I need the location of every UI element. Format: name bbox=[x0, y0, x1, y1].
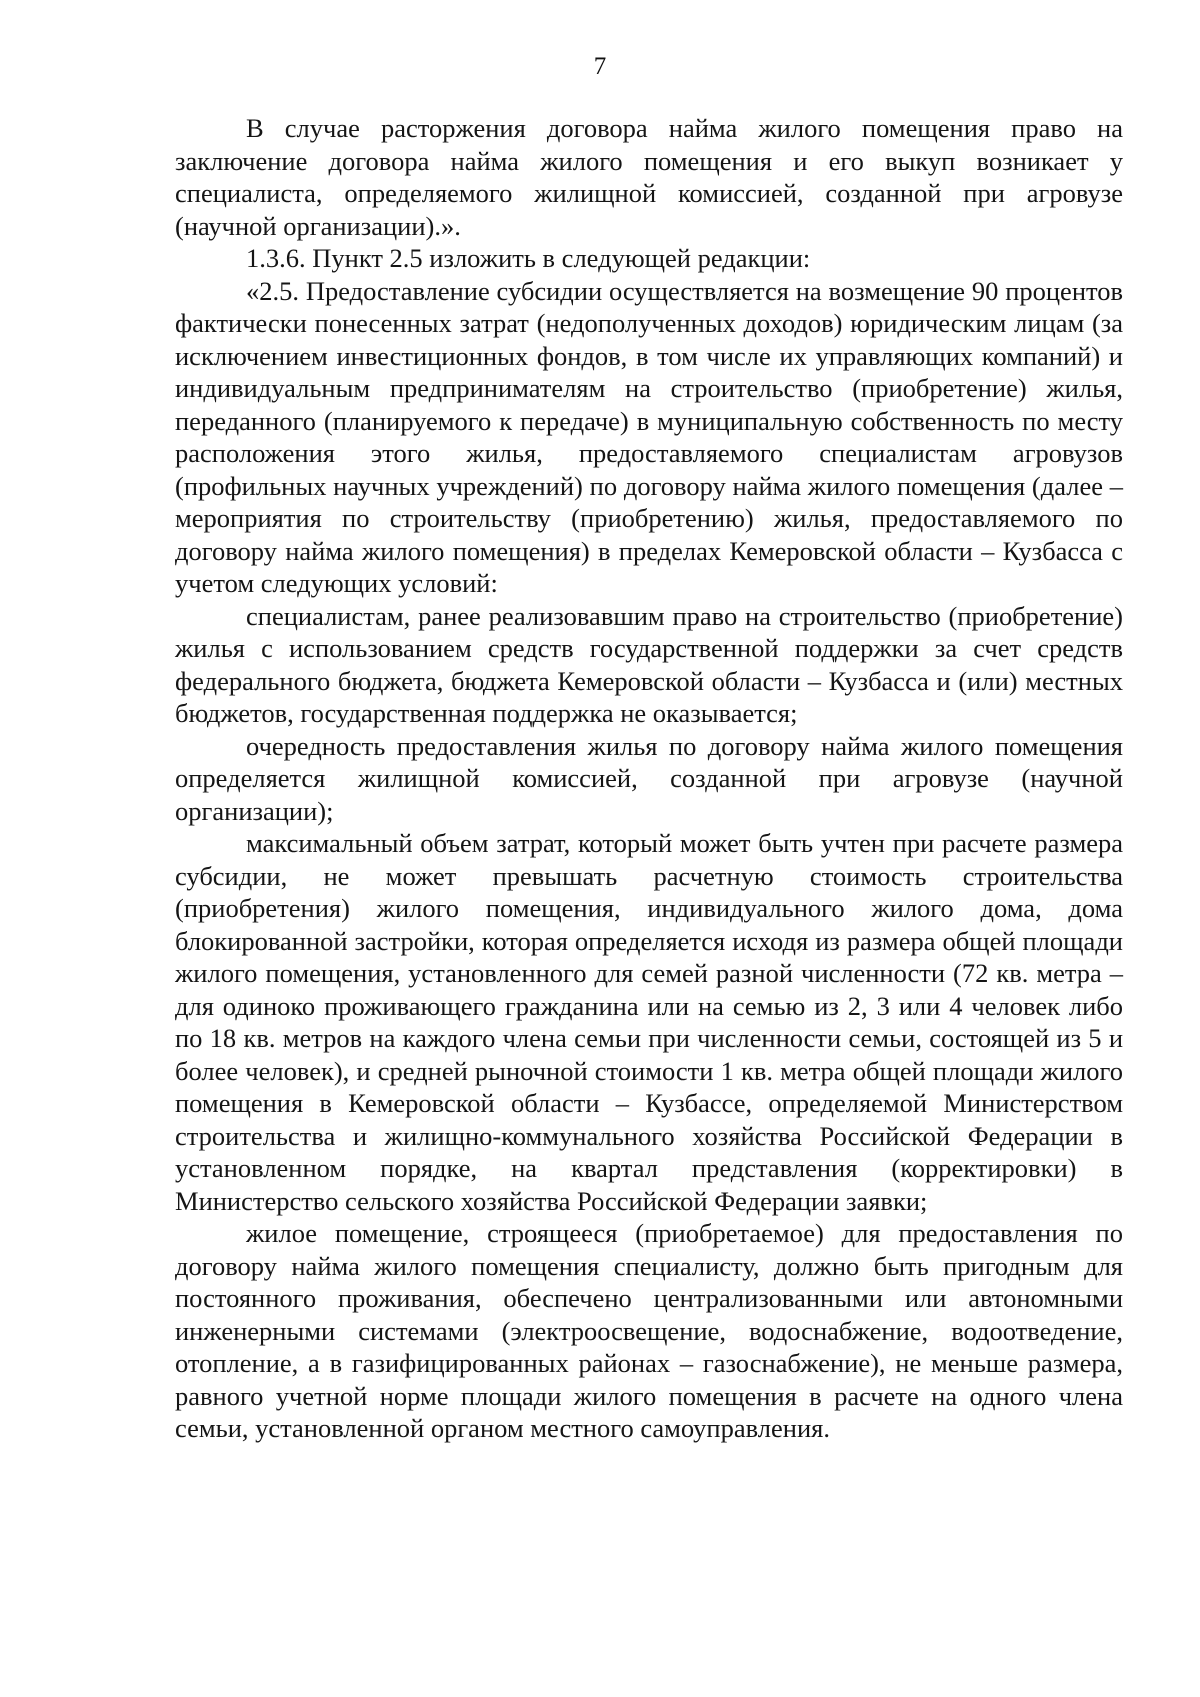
page-number: 7 bbox=[593, 53, 607, 80]
paragraph-contract-termination: В случае расторжения договора найма жилого помещения право на заключение договора найма жилого помещения и его выкуп возникает у специалиста, определяемого жилищной комиссией, созданной при агровузе (научной организации).». bbox=[175, 113, 1123, 241]
paragraph-condition-max-cost: максимальный объем затрат, который может быть учтен при расчете размера субсидии, не может превышать расчетную стоимость строительства (приобретения) жилого помещения, индивидуального жилого дома, дома блокированной застройки, которая определяется исходя из размера общей площади жилого помещения, установленного для семей разной численности (72 кв. метра – для одиноко проживающего гражданина или на семью из 2, 3 или 4 человек либо по 18 кв. метров на каждого члена семьи при численности семьи, состоящей из 5 и более человек), и средней рыночной стоимости 1 кв. метра общей площади жилого помещения в Кемеровской области – Кузбассе, определяемой Министерством строительства и жилищно-коммунального хозяйства Российской Федерации в установленном порядке, на квартал представления (корректировки) в Министерство сельского хозяйства Российской Федерации заявки; bbox=[175, 828, 1123, 1216]
paragraph-condition-housing-quality: жилое помещение, строящееся (приобретаемое) для предоставления по договору найма жилого помещения специалисту, должно быть пригодным для постоянного проживания, обеспечено централизованными или автономными инженерными системами (электроосвещение, водоснабжение, водоотведение, отопление, а в газифицированных районах – газоснабжение), не меньше размера, равного учетной норме площади жилого помещения в расчете на одного члена семьи, установленной органом местного самоуправления. bbox=[175, 1218, 1123, 1443]
paragraph-amendment-intro: 1.3.6. Пункт 2.5 изложить в следующей редакции: bbox=[246, 243, 811, 273]
paragraph-clause-2-5: «2.5. Предоставление субсидии осуществляется на возмещение 90 процентов фактически понесенных затрат (недополученных доходов) юридическим лицам (за исключением инвестиционных фондов, в том числе их управляющих компаний) и индивидуальным предпринимателям на строительство (приобретение) жилья, переданного (планируемого к передаче) в муниципальную собственность по месту расположения этого жилья, предоставляемого специалистам агровузов (профильных научных учреждений) по договору найма жилого помещения (далее – мероприятия по строительству (приобретению) жилья, предоставляемого по договору найма жилого помещения) в пределах Кемеровской области – Кузбасса с учетом следующих условий: bbox=[175, 275, 1123, 598]
paragraph-condition-prior-support: специалистам, ранее реализовавшим право на строительство (приобретение) жилья с использованием средств государственной поддержки за счет средств федерального бюджета, бюджета Кемеровской области – Кузбасса и (или) местных бюджетов, государственная поддержка не оказывается; bbox=[175, 600, 1123, 728]
document-body bbox=[175, 112, 1123, 1445]
paragraph-condition-queue: очередность предоставления жилья по договору найма жилого помещения определяется жилищной комиссией, созданной при агровузе (научной организации); bbox=[175, 730, 1123, 826]
